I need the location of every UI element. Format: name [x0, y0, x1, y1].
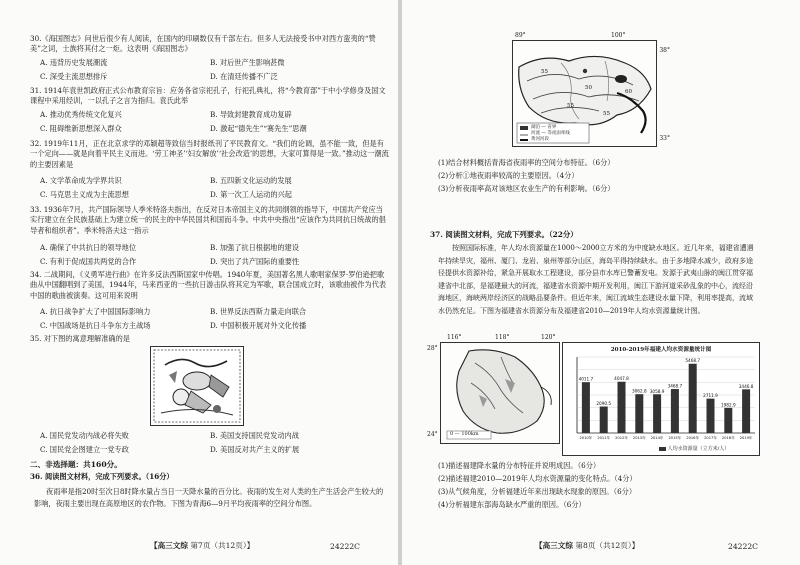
x-tick-label: 2018年: [721, 436, 735, 440]
map2-lat-bottom: 24°: [427, 431, 438, 438]
map2-scale: 0 — 100km: [450, 431, 479, 437]
q32-stem: 32. 1919年11月，正在北京求学的邓颖超等致信当时报纸刊了平民教育文。“我们的论调，虽不能一致，但是有一个定向——就是向着平民主义而进。‘劳工神圣’‘妇女解放’‘社会改造’的思想，大家可算得是一致。”推动这一潮流的主要因素是: [30, 139, 389, 169]
chart-legend: [659, 445, 729, 452]
x-tick-label: 2015年: [668, 436, 682, 440]
chart-bar: [689, 364, 697, 433]
map1-legend-2: 河流 — 等夜雨率线: [531, 131, 570, 136]
q30-option-b: B. 对后世产生影响甚微: [210, 58, 285, 67]
q30-stem: 30.《海国图志》问世后很少有人阅读，在国内的印刷数仅有千部左右。但多人无法接受书中对西方蛮夷的“赞美”之词，士族将其付之一炬。这表明《海国图志》: [30, 34, 376, 54]
x-tick-label: 2010年: [579, 436, 593, 440]
bar-value-label: 2090.5: [596, 401, 612, 407]
q30-option-d: D. 在清廷传播不广泛: [210, 72, 278, 81]
q33-stem: 33. 1936年7月，共产国际领导人季米特洛夫指出，在反对日本帝国主义的共同纲领的指导下，中国共产党应当实行建立在全民族基础上为建立统一的民主的中华民国共和国而斗争。中共中央指出“应该作为共同抗日统战的倡导者和组织者”。季米特洛夫这一指示: [30, 205, 386, 235]
map1-legend-3: 黄河河段: [531, 137, 549, 142]
q36-sub3: (3)分析夜雨率高对该地区农业生产的有利影响。（6分）: [438, 184, 615, 193]
cartoon-illustration: [151, 347, 243, 425]
chart-ylabel: 人均水资源量（立方米/人）: [667, 446, 730, 452]
contour-label: 55: [603, 111, 610, 117]
right-footer-code: 24222C: [728, 542, 758, 551]
legend-swatch: [659, 447, 666, 451]
q31-option-a: A. 推动优秀传统文化复兴: [40, 110, 122, 119]
chart-bar: [706, 399, 714, 433]
q34-option-a: A. 抗日战争扩大了中国国际影响力: [40, 307, 151, 316]
q32-option-a: A. 文学革命成为学界共识: [40, 176, 122, 185]
bar-value-label: 3062.8: [631, 388, 647, 394]
q32-option-b: B. 五四新文化运动的发展: [210, 176, 292, 185]
x-tick-label: 2019年: [739, 436, 753, 440]
map2-lat-top: 28°: [427, 345, 438, 352]
chart-bar: [582, 382, 590, 433]
map1-lat-bottom: 33°: [659, 135, 670, 142]
left-footer: [150, 540, 254, 551]
q37-sub2: (2)描述福建2010—2019年人均水资源量的变化特点。（4分）: [438, 474, 637, 483]
footer-page: 第8页（共12页）】: [575, 541, 640, 550]
q32-option-d: D. 第一次工人运动的兴起: [210, 190, 292, 199]
q31-option-c: C. 阻碍维新思想深入群众: [40, 124, 122, 133]
x-tick-label: 2014年: [650, 436, 664, 440]
q34-option-c: C. 中国战场是抗日斗争东方主战场: [40, 321, 151, 330]
q37-sub4: (4)分析福建东部海岛缺水严重的原因。（6分）: [438, 500, 586, 509]
x-tick-label: 2012年: [615, 436, 628, 440]
fujian-map: [427, 334, 560, 444]
q37-sub3: (3)从气候角度，分析福建近年来出现缺水现象的原因。（6分）: [438, 487, 637, 496]
q33-option-c: C. 有利于促成国共两党的合作: [40, 257, 137, 266]
chart-bar: [653, 394, 661, 433]
q35-option-a: A. 国民党发动内战必将失败: [40, 431, 129, 440]
bar-value-label: 3468.7: [667, 383, 683, 389]
chart-canvas: [563, 353, 759, 453]
x-tick-label: 2011年: [597, 436, 611, 440]
q33-option-a: A. 确保了中共抗日的领导地位: [40, 243, 137, 252]
bar-value-label: 4011.7: [578, 376, 594, 382]
chart-bar: [724, 408, 732, 433]
qinghai-night-rain-map: [512, 32, 670, 147]
footer-page: 第7页（共12页）】: [190, 541, 255, 550]
q31-stem: 31. 1914年袁世凯政府正式公布教育宗旨：应务各省宗祀孔子，行祀孔典礼，将“今教育部”于中小学修身及国文课程中采用经训，一以孔子之言为指归。袁氏此举: [30, 86, 386, 106]
chart-bar: [671, 389, 679, 433]
chart-bar: [617, 382, 625, 433]
q36-sub2: (2)分析①地夜雨率较高的主要原因。（4分）: [438, 171, 579, 180]
q36-sub1: (1)结合材料概括青海省夜雨率的空间分布特征。（6分）: [438, 158, 615, 167]
q30-option-c: C. 深受主流思想排斥: [40, 72, 108, 81]
footer-label: 【高三文综: [150, 541, 188, 550]
map2-lon-right: 120°: [541, 334, 556, 341]
q36-body: 夜雨率是指20时至次日8时降水量占当日一天降水量的百分比。夜雨的发生对人类的生产生活会产生较大的影响，夜雨主要出现在高原地区的农作物。下图为青海6—9月平均夜雨率的空间分布图。: [34, 487, 384, 508]
contour-label: 60: [625, 89, 632, 95]
q34-stem: 34. 二战期间，《义勇军进行曲》在许多反法西斯国家中传唱。1940年夏，美国著名黑人歌唱家保罗·罗伯逊把歌曲从中国翻唱到了美国，1944年，马来西亚的一些抗日游击队将其定为军歌，联合国成立时，该歌曲被作为代表中国的歌曲被演奏。这可用来说明: [30, 270, 387, 300]
right-footer: [535, 540, 639, 551]
left-footer-code: 24222C: [330, 542, 360, 551]
q30-option-a: A. 违背历史发展潮流: [40, 58, 108, 67]
map1-legend-1: 湖泊 — 省界: [531, 125, 557, 130]
map1-lat-top: 38°: [659, 47, 670, 54]
q32-option-c: C. 马克思主义成为主流思想: [40, 190, 129, 199]
q37-stem: 37. 阅读图文材料，完成下列要求。（22分）: [430, 230, 578, 239]
q33-option-b: B. 加强了抗日根据地的建设: [210, 243, 299, 252]
x-tick-label: 2013年: [632, 436, 646, 440]
q35-stem: 35. 对下图的寓意理解准确的是: [30, 334, 130, 343]
q35-option-d: D. 美国反对共产主义的扩展: [210, 445, 300, 454]
contour-label: 55: [567, 103, 574, 109]
contour-label: 50: [585, 85, 592, 91]
chart-bar: [742, 389, 750, 433]
cartoon-figure: [150, 346, 244, 426]
fujian-map-drawing: [441, 343, 559, 443]
chart-title: 2010-2019年福建人均水资源量统计图: [610, 347, 712, 353]
map1-lon-left: 89°: [515, 32, 526, 39]
bar-value-label: 3446.8: [738, 383, 754, 389]
map2-lon-left: 116°: [447, 334, 462, 341]
chart-bar: [635, 394, 643, 433]
left-page: [0, 0, 398, 565]
map2-lon-mid: 118°: [495, 334, 510, 341]
q35-option-b: B. 美国支持国民党发动内战: [210, 431, 299, 440]
q37-sub1: (1)描述福建降水量的分布特征并说明成因。（6分）: [438, 461, 601, 470]
q35-option-c: C. 国民党企图建立一党专政: [40, 445, 129, 454]
q36-stem: 36. 阅读图文材料，完成下列要求。（16分）: [30, 472, 174, 481]
q31-option-b: B. 导致封建教育成功复辟: [210, 110, 292, 119]
contour-label: 55: [541, 69, 548, 75]
footer-label: 【高三文综: [535, 541, 573, 550]
q34-option-b: B. 世界反法西斯力量走向联合: [210, 307, 307, 316]
section-nonchoice-heading: 二、非选择题：共160分。: [30, 460, 122, 469]
bar-value-label: 4047.8: [614, 376, 629, 382]
map1-lon-right: 100°: [611, 32, 626, 39]
q34-option-d: D. 中国积极开展对外文化传播: [210, 321, 307, 330]
bar-value-label: 1982.9: [720, 402, 736, 408]
bar-value-label: 3058.9: [649, 388, 665, 394]
water-resource-chart: [562, 342, 760, 456]
bar-value-label: 5468.7: [685, 358, 701, 364]
x-tick-label: 2016年: [686, 436, 700, 440]
q37-body: 按照国际标准，年人均水资源量在1000～2000立方米的为中度缺水地区。近几年来，福建省遭遇年持续旱灾，福州、厦门、龙岩、泉州等部分山区，海岛平得持续缺水。由于多地降水减少，政府多途径提供水资源补给，紧急开展取水工程建设，部分县市水库已警蓄发电。发源于武夷山脉的闽江贯穿福建省中北部，是福建最大的河流，福建省水资源中期开发利用，闽江下游河道采砂乱象的中心，流经沿海地区，海峡两岸经济区的战略品要条件。但近年来，闽江流域生态建设水量下降，利用率提高，流域水仍然充足。下图为福建省水资源分布及福建省2010—2019年人均水资源量统计图。: [438, 244, 754, 315]
q31-option-d: D. 激起“德先生”“赛先生”思潮: [210, 124, 307, 133]
bar-value-label: 2711.9: [703, 393, 718, 399]
q33-option-d: D. 突出了共产国际的重要性: [210, 257, 300, 266]
chart-bar: [600, 407, 608, 433]
x-tick-label: 2017年: [704, 436, 717, 440]
